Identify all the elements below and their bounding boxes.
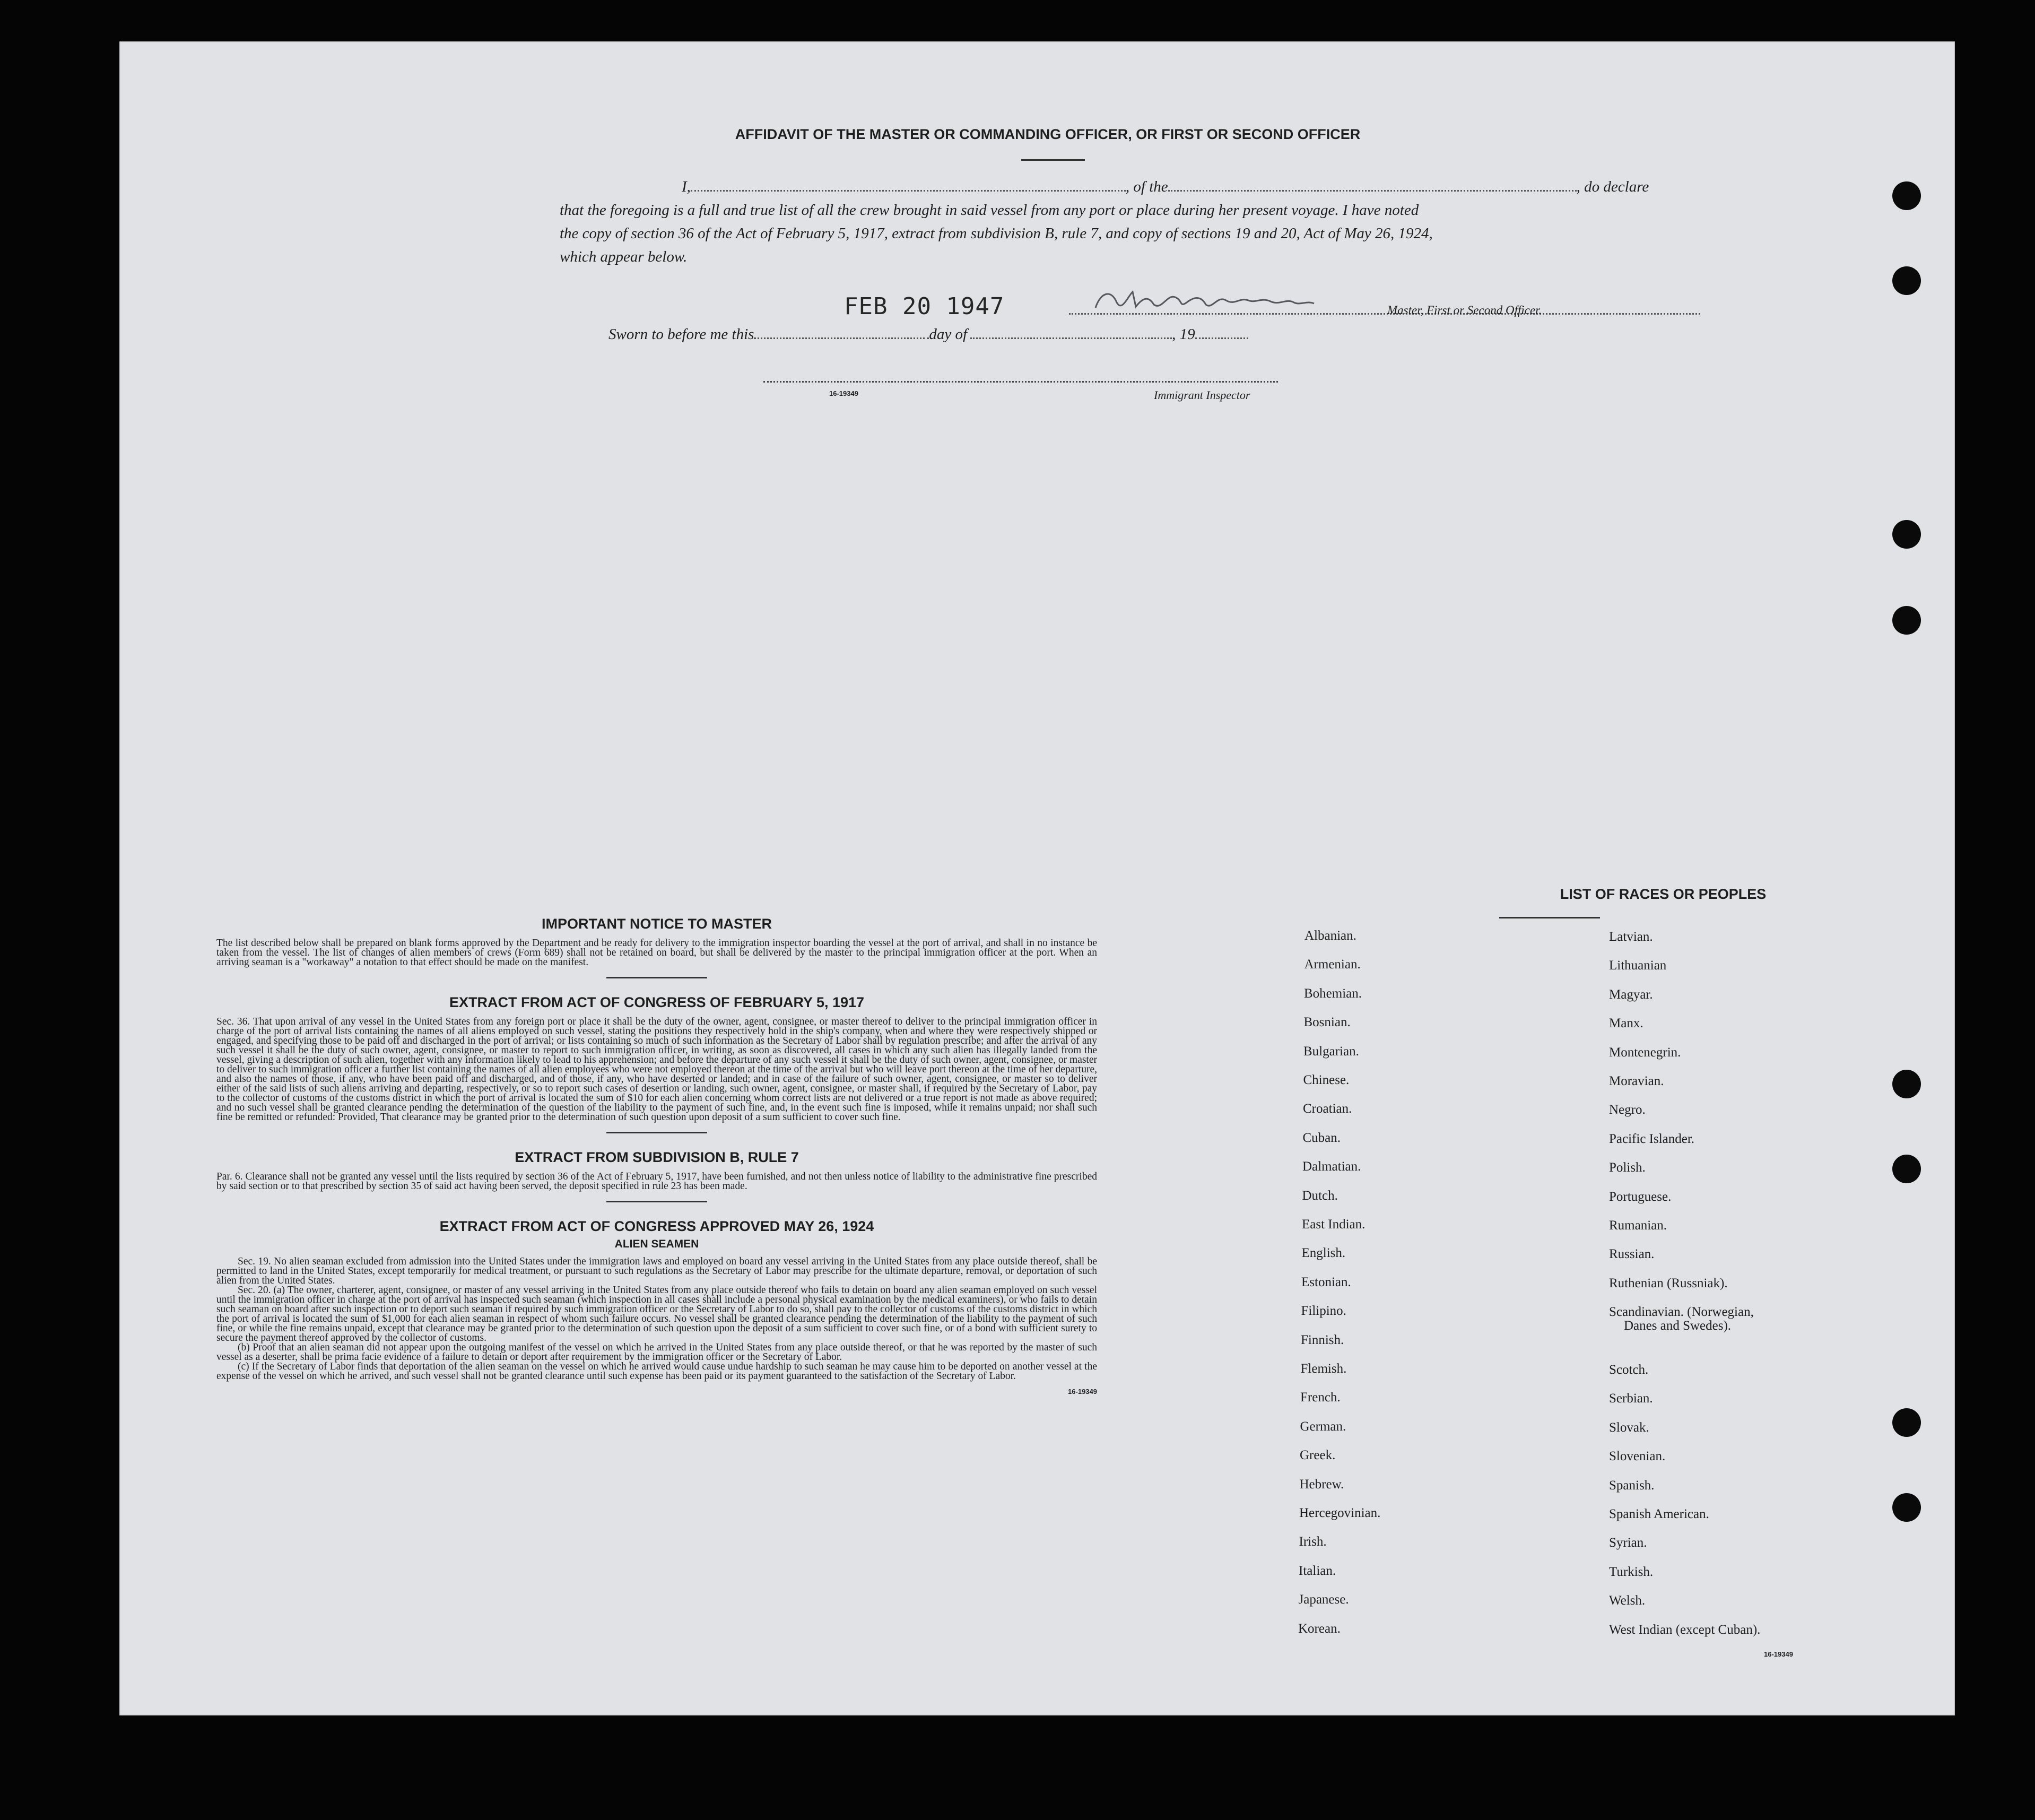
race-item: Turkish. — [1609, 1564, 1654, 1579]
race-item: Croatian. — [1303, 1102, 1352, 1116]
signature-line — [1069, 313, 1700, 315]
race-item: Magyar. — [1609, 987, 1653, 1002]
race-item: Flemish. — [1300, 1362, 1347, 1376]
extract1-title: EXTRACT FROM ACT OF CONGRESS OF FEBRUARY 5, 1917 — [449, 994, 865, 1010]
race-item: Korean. — [1298, 1621, 1341, 1636]
binder-hole — [1892, 1408, 1921, 1437]
race-item: Estonian. — [1301, 1275, 1351, 1289]
race-item: Moravian. — [1609, 1074, 1664, 1088]
race-item: Manx. — [1609, 1016, 1643, 1031]
race-item: Bulgarian. — [1303, 1044, 1359, 1059]
signature-field[interactable] — [1069, 281, 1700, 317]
name-field[interactable] — [691, 190, 1126, 192]
race-item: Irish. — [1299, 1535, 1327, 1549]
race-item: Greek. — [1300, 1448, 1336, 1463]
race-item: Negro. — [1609, 1103, 1646, 1117]
race-item: Montenegrin. — [1609, 1045, 1681, 1060]
sworn-day-label: day of — [929, 326, 968, 343]
race-item: Ruthenian (Russniak). — [1609, 1276, 1728, 1290]
race-item: Rumanian. — [1609, 1218, 1667, 1233]
race-item: Dutch. — [1302, 1188, 1338, 1203]
race-item: Lithuanian — [1609, 958, 1667, 973]
race-item: Cuban. — [1302, 1130, 1341, 1145]
race-item: Scandinavian. (Norwegian, — [1609, 1305, 1754, 1320]
binder-hole — [1892, 606, 1921, 635]
notice-column — [216, 916, 1097, 1396]
race-item: Italian. — [1299, 1563, 1336, 1578]
divider — [1499, 917, 1600, 918]
notice-body: The list described below shall be prepared on blank forms approved by the Department and be ready for delivery to the immigration inspector boarding the vessel at the port of arrival, and shall in no instance be taken from the vessel. The list of changes of alien members of crews (Form 689) shall not be retained on board, but shall be delivered by the master to the principal immigration officer at the port. When an arriving seaman is a "workaway" a notation to that effect should be made on the manifest. — [216, 938, 1097, 968]
sworn-year-label: , 19 — [1172, 326, 1195, 343]
race-item: Japanese. — [1298, 1592, 1349, 1607]
divider — [606, 1201, 707, 1202]
race-item: Latvian. — [1609, 930, 1653, 944]
races-form-number: 16-19349 — [1764, 1650, 1793, 1658]
sec20b-body: (b) Proof that an alien seaman did not appear upon the outgoing manifest of the vessel on which he arrived in the United States from any place outside thereof, or that he was reported by the master of such vessel as a deserter, shall be prima facie evidence of a failure to detain or deport after requirement by the immigration officer or the Secretary of Labor. — [216, 1342, 1097, 1363]
race-item: Albanian. — [1305, 929, 1356, 943]
sworn-month-field[interactable] — [970, 337, 1172, 339]
race-item: Portuguese. — [1609, 1189, 1672, 1204]
race-item: Welsh. — [1609, 1593, 1646, 1608]
of-the-label: , of the — [1125, 178, 1168, 195]
race-item: English. — [1301, 1246, 1346, 1261]
races-title: LIST OF RACES OR PEOPLES — [1560, 886, 1767, 902]
race-item: West Indian (except Cuban). — [1609, 1622, 1761, 1637]
sworn-line — [608, 326, 1248, 343]
vessel-field[interactable] — [1168, 190, 1577, 192]
sec20a-body: Sec. 20. (a) The owner, charterer, agent, consignee, or master of any vessel arriving in the United States from any place outside thereof who fails to detain on board any alien seaman employed on such vessel until the immigration officer in charge at the port of arrival has inspected such seaman (which inspection in all cases shall include a personal physical examination by the medical examiners), or who fails to detain such seaman on board after such inspection or to deport such seaman if required by such immigration officer or the Secretary of Labor to do so, shall pay to the collector of customs of the customs district in which the port of arrival is located the sum of $1,000 for each alien seaman in respect of whom such failure occurs. No vessel shall be granted clearance pending the determination of the liability to the payment of such fine, or while the fine remains unpaid, except that clearance may be granted prior to the determination of such question upon the deposit of a sum sufficient to cover such fine, or of a bond with sufficient surety to secure the payment thereof approved by the collector of customs. — [216, 1285, 1097, 1344]
race-item: Finnish. — [1301, 1332, 1344, 1347]
extract2-title: EXTRACT FROM SUBDIVISION B, RULE 7 — [515, 1149, 799, 1165]
signature-scribble — [1069, 281, 1700, 317]
race-item: Filipino. — [1301, 1304, 1346, 1319]
affidavit-line1 — [560, 175, 1706, 198]
affidavit-body — [560, 175, 1706, 268]
sec19-body: Sec. 19. No alien seaman excluded from admission into the United States under the immigration laws and employed on board any vessel arriving in the United States from any place outside thereof, shall be permitted to land in the United States, except temporarily for medical treatment, or pursuant to such regulations as the Secretary of Labor may prescribe for the ultimate departure, removal, or deportation of such alien from the United States. — [216, 1256, 1097, 1286]
declare-label: , do declare — [1576, 178, 1649, 195]
binder-hole — [1892, 181, 1921, 210]
affidavit-form-number: 16-19349 — [829, 389, 858, 397]
race-item: Bohemian. — [1304, 986, 1362, 1001]
race-item: Chinese. — [1303, 1073, 1350, 1087]
race-item: Armenian. — [1304, 957, 1361, 972]
affidavit-line3: the copy of section 36 of the Act of February 5, 1917, extract from subdivision B, rule 7, and copy of sections 19 and 20, Act of May 26, 1924, — [560, 225, 1433, 242]
inspector-signature-line[interactable] — [763, 381, 1278, 383]
race-item: Polish. — [1609, 1160, 1646, 1175]
race-item: Spanish. — [1609, 1478, 1655, 1493]
extract3-title: EXTRACT FROM ACT OF CONGRESS APPROVED MAY 26, 1924 — [439, 1218, 874, 1234]
inspector-caption: Immigrant Inspector — [1154, 388, 1250, 402]
affidavit-line4: which appear below. — [560, 248, 688, 265]
race-item: Dalmatian. — [1302, 1159, 1361, 1174]
race-item: Syrian. — [1609, 1536, 1647, 1550]
race-item: East Indian. — [1302, 1217, 1366, 1232]
binder-hole — [1892, 520, 1921, 549]
race-item: Serbian. — [1609, 1391, 1653, 1406]
race-item: Spanish American. — [1609, 1507, 1709, 1521]
notice-form-number: 16-19349 — [1068, 1388, 1097, 1396]
sworn-day-field[interactable] — [754, 337, 929, 339]
binder-hole — [1892, 1493, 1921, 1522]
race-item: Hebrew. — [1299, 1477, 1344, 1492]
notice-title: IMPORTANT NOTICE TO MASTER — [542, 916, 772, 932]
date-stamp: FEB 20 1947 — [844, 293, 1005, 320]
race-item: Russian. — [1609, 1247, 1655, 1262]
sworn-prefix: Sworn to before me this — [608, 326, 754, 343]
signature-caption: Master, First or Second Officer. — [1387, 304, 1542, 317]
race-item: Hercegovinian. — [1299, 1506, 1381, 1520]
i-label: I, — [682, 178, 691, 195]
divider — [606, 977, 707, 978]
affidavit-title: AFFIDAVIT OF THE MASTER OR COMMANDING OFFICER, OR FIRST OR SECOND OFFICER — [735, 126, 1361, 142]
binder-hole — [1892, 1155, 1921, 1183]
binder-hole — [1892, 266, 1921, 295]
extract2-body: Par. 6. Clearance shall not be granted any vessel until the lists required by section 36 of the Act of February 5, 1917, have been furnished, and not then unless notice of liability to the administrative fine prescribed by said section or to that prescribed by section 35 of said act having been served, the deposit specified in rule 23 has been made. — [216, 1171, 1097, 1192]
binder-hole — [1892, 1070, 1921, 1098]
race-item: Scotch. — [1609, 1363, 1649, 1377]
race-item: Slovak. — [1609, 1420, 1649, 1435]
document-sheet — [119, 41, 1955, 1715]
extract3-subtitle: ALIEN SEAMEN — [614, 1238, 699, 1250]
divider — [606, 1132, 707, 1133]
divider — [1021, 159, 1085, 161]
race-item: Bosnian. — [1303, 1015, 1351, 1030]
race-item: French. — [1300, 1390, 1341, 1405]
race-item: Slovenian. — [1609, 1449, 1666, 1464]
sec20c-body: (c) If the Secretary of Labor finds that deportation of the alien seaman on the vessel on which he arrived would cause undue hardship to such seaman he may cause him to be deported on another vessel at the expense of the vessel on which he arrived, and such vessel shall not be granted clearance until such expense has been paid or its payment guaranteed to the satisfaction of the Secretary of Labor. — [216, 1361, 1097, 1382]
race-item-continuation: Danes and Swedes). — [1624, 1319, 1732, 1333]
sworn-year-field[interactable] — [1195, 337, 1248, 339]
race-item: Pacific Islander. — [1609, 1131, 1695, 1146]
extract1-body: Sec. 36. That upon arrival of any vessel in the United States from any foreign port or place it shall be the duty of the owner, agent, consignee, or master thereof to deliver to the principal immigration officer in charge of the port of arrival lists containing the names of all aliens employed on such vessel, stating the positions they respectively hold in the ship's company, when and where they were respectively shipped or engaged, and specifying those to be paid off and discharged in the port of arrival; or lists containing so much of such information as the Secretary of Labor shall by regulation prescribe; and after the arrival of any such vessel it shall be the duty of such owner, agent, consignee, or master to report to such immigration officer, in writing, as soon as discovered, all cases in which any such alien has illegally landed from the vessel, giving a description of such alien, together with any information likely to lead to his apprehension; and before the departure of any such vessel it shall be the duty of such owner, agent, consignee, or master to deliver to such immigration officer a further list containing the names of all alien employees who were not employed thereon at the time of the arrival but who will leave port thereon at the time of her departure, and also the names of those, if any, who have been paid off and discharged, and of those, if any, who have deserted or landed; and in case of the failure of such owner, agent, consignee, or master so to deliver either of the said lists of such aliens arriving and departing, respectively, or so to report such cases of desertion or landing, such owner, agent, consignee, or master shall, if required by the Secretary of Labor, pay to the collector of customs of the customs district in which the port of arrival is located the sum of $10 for each alien concerning whom correct lists are not delivered or a true report is not made as above required; and no such vessel shall be granted clearance pending the determination of the question of the liability to the payment of such fine, and, in the event such fine is imposed, while it remains unpaid; nor shall such fine be remitted or refunded: Provided, That clearance may be granted prior to the determination of such question upon deposit of a sum sufficient to cover such fine. — [216, 1016, 1097, 1123]
race-item: German. — [1300, 1419, 1346, 1434]
affidavit-line2: that the foregoing is a full and true list of all the crew brought in said vessel from any port or place during her present voyage. I have noted — [560, 202, 1419, 219]
